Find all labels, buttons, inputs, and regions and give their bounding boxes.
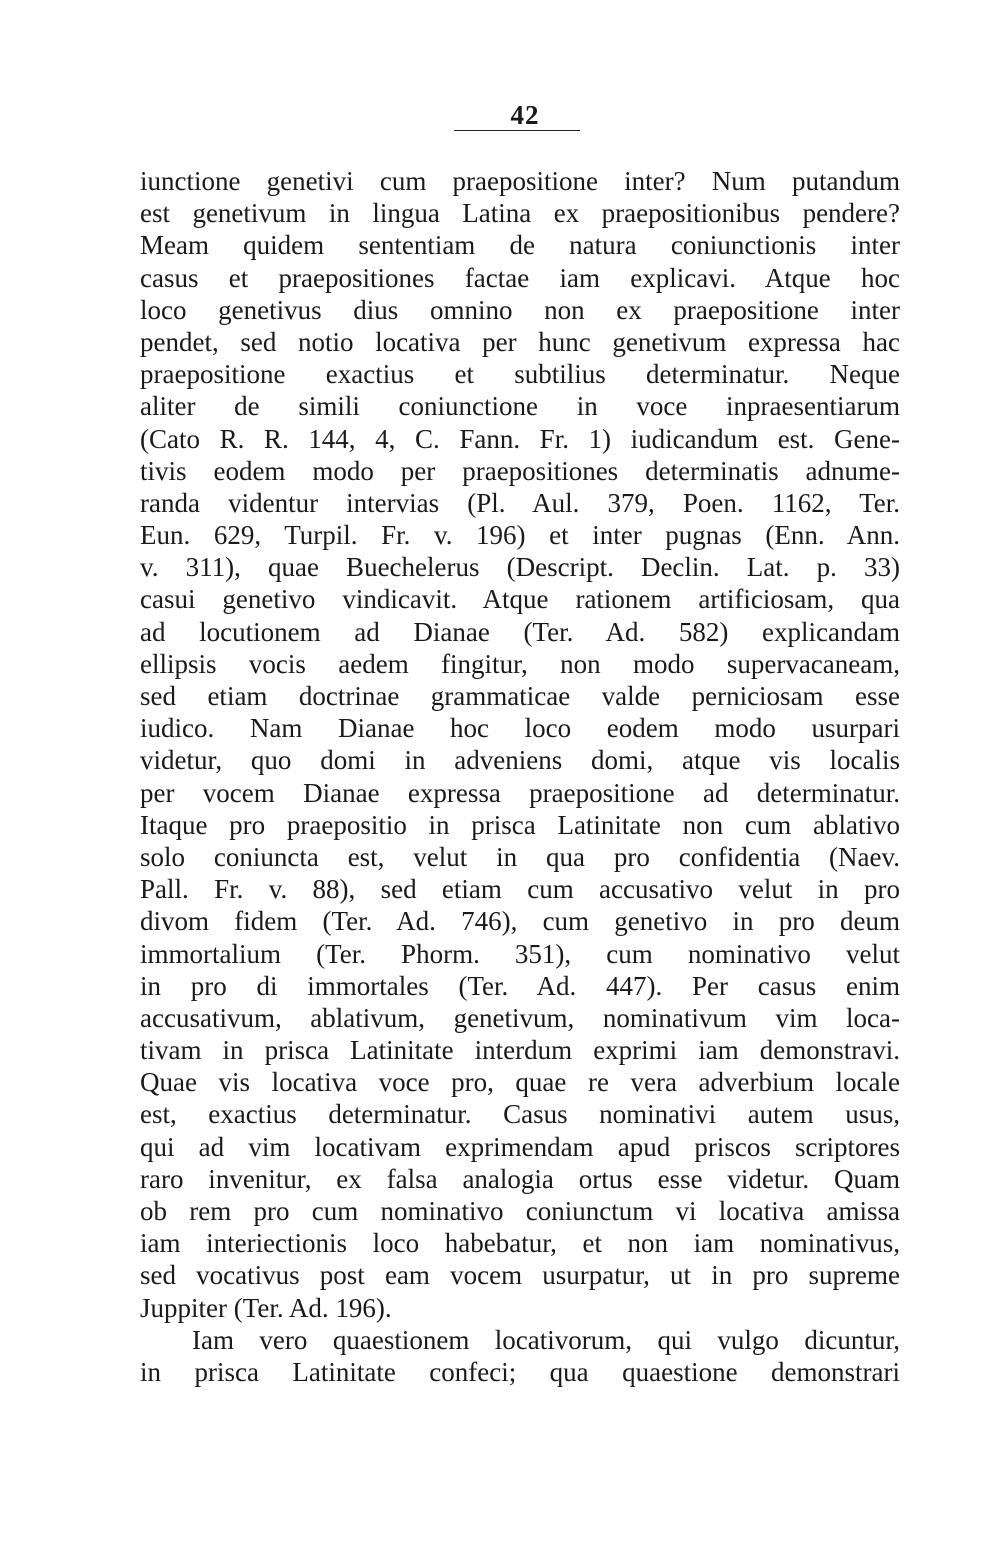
text-line: casui genetivo vindicavit. Atque rationem artificiosam, qua: [140, 584, 900, 615]
text-line: praepositione exactius et subtilius determinatur. Neque: [140, 359, 900, 390]
text-line: Meam quidem sententiam de natura coniunctionis inter: [140, 230, 900, 261]
text-line: divom fidem (Ter. Ad. 746), cum genetivo in pro deum: [140, 906, 900, 937]
text-line: Pall. Fr. v. 88), sed etiam cum accusativo velut in pro: [140, 874, 900, 905]
text-line: aliter de simili coniunctione in voce inpraesentiarum: [140, 391, 900, 422]
text-line: Eun. 629, Turpil. Fr. v. 196) et inter pugnas (Enn. Ann.: [140, 520, 900, 551]
text-line: in pro di immortales (Ter. Ad. 447). Per casus enim: [140, 970, 900, 1001]
text-line: tivis eodem modo per praepositiones determinatis adnume-: [140, 455, 900, 486]
text-line: ob rem pro cum nominativo coniunctum vi locativa amissa: [140, 1196, 900, 1226]
page-number: 42: [510, 100, 540, 130]
text-line: (Cato R. R. 144, 4, C. Fann. Fr. 1) iudicandum est. Gene-: [140, 423, 900, 454]
text-line: in prisca Latinitate confeci; qua quaestione demonstrari: [140, 1356, 900, 1387]
text-line: est, exactius determinatur. Casus nominativi autem usus,: [140, 1099, 900, 1130]
text-line: ellipsis vocis aedem fingitur, non modo supervacaneam,: [140, 648, 900, 679]
text-line: Iam vero quaestionem locativorum, qui vulgo dicuntur,: [192, 1324, 900, 1355]
text-line: loco genetivus dius omnino non ex praepositione inter: [140, 294, 900, 325]
text-line: solo coniuncta est, velut in qua pro confidentia (Naev.: [140, 841, 900, 872]
text-line: casus et praepositiones factae iam explicavi. Atque hoc: [140, 262, 900, 293]
text-line: raro invenitur, ex falsa analogia ortus esse videtur. Quam: [140, 1163, 900, 1194]
text-line: iunctione genetivi cum praepositione inter? Num putandum: [140, 166, 900, 196]
text-line: sed etiam doctrinae grammaticae valde perniciosam esse: [140, 681, 900, 711]
text-line: immortalium (Ter. Phorm. 351), cum nominativo velut: [140, 938, 900, 969]
text-line: pendet, sed notio locativa per hunc genetivum expressa hac: [140, 326, 900, 357]
text-line: iudico. Nam Dianae hoc loco eodem modo usurpari: [140, 713, 900, 744]
text-line: est genetivum in lingua Latina ex praepositionibus pendere?: [140, 198, 900, 229]
text-line: qui ad vim locativam exprimendam apud priscos scriptores: [140, 1131, 900, 1162]
text-line: Quae vis locativa voce pro, quae re vera adverbium locale: [140, 1067, 900, 1098]
text-line: Itaque pro praepositio in prisca Latinitate non cum ablativo: [140, 809, 900, 840]
text-line: videtur, quo domi in adveniens domi, atque vis localis: [140, 745, 900, 776]
text-line: tivam in prisca Latinitate interdum exprimi iam demonstravi.: [140, 1035, 900, 1066]
text-line: v. 311), quae Buechelerus (Descript. Declin. Lat. p. 33): [140, 552, 900, 583]
text-line: accusativum, ablativum, genetivum, nominativum vim loca-: [140, 1002, 900, 1033]
text-line: ad locutionem ad Dianae (Ter. Ad. 582) explicandam: [140, 616, 900, 647]
text-line: Juppiter (Ter. Ad. 196).: [140, 1292, 392, 1323]
text-line: iam interiectionis loco habebatur, et non iam nominativus,: [140, 1228, 900, 1259]
text-line: per vocem Dianae expressa praepositione ad determinatur.: [140, 777, 900, 808]
body-text: [140, 165, 900, 1388]
text-line: randa videntur intervias (Pl. Aul. 379, Poen. 1162, Ter.: [140, 487, 900, 518]
text-line: sed vocativus post eam vocem usurpatur, ut in pro supreme: [140, 1260, 900, 1291]
page-number-rule: [454, 130, 580, 131]
